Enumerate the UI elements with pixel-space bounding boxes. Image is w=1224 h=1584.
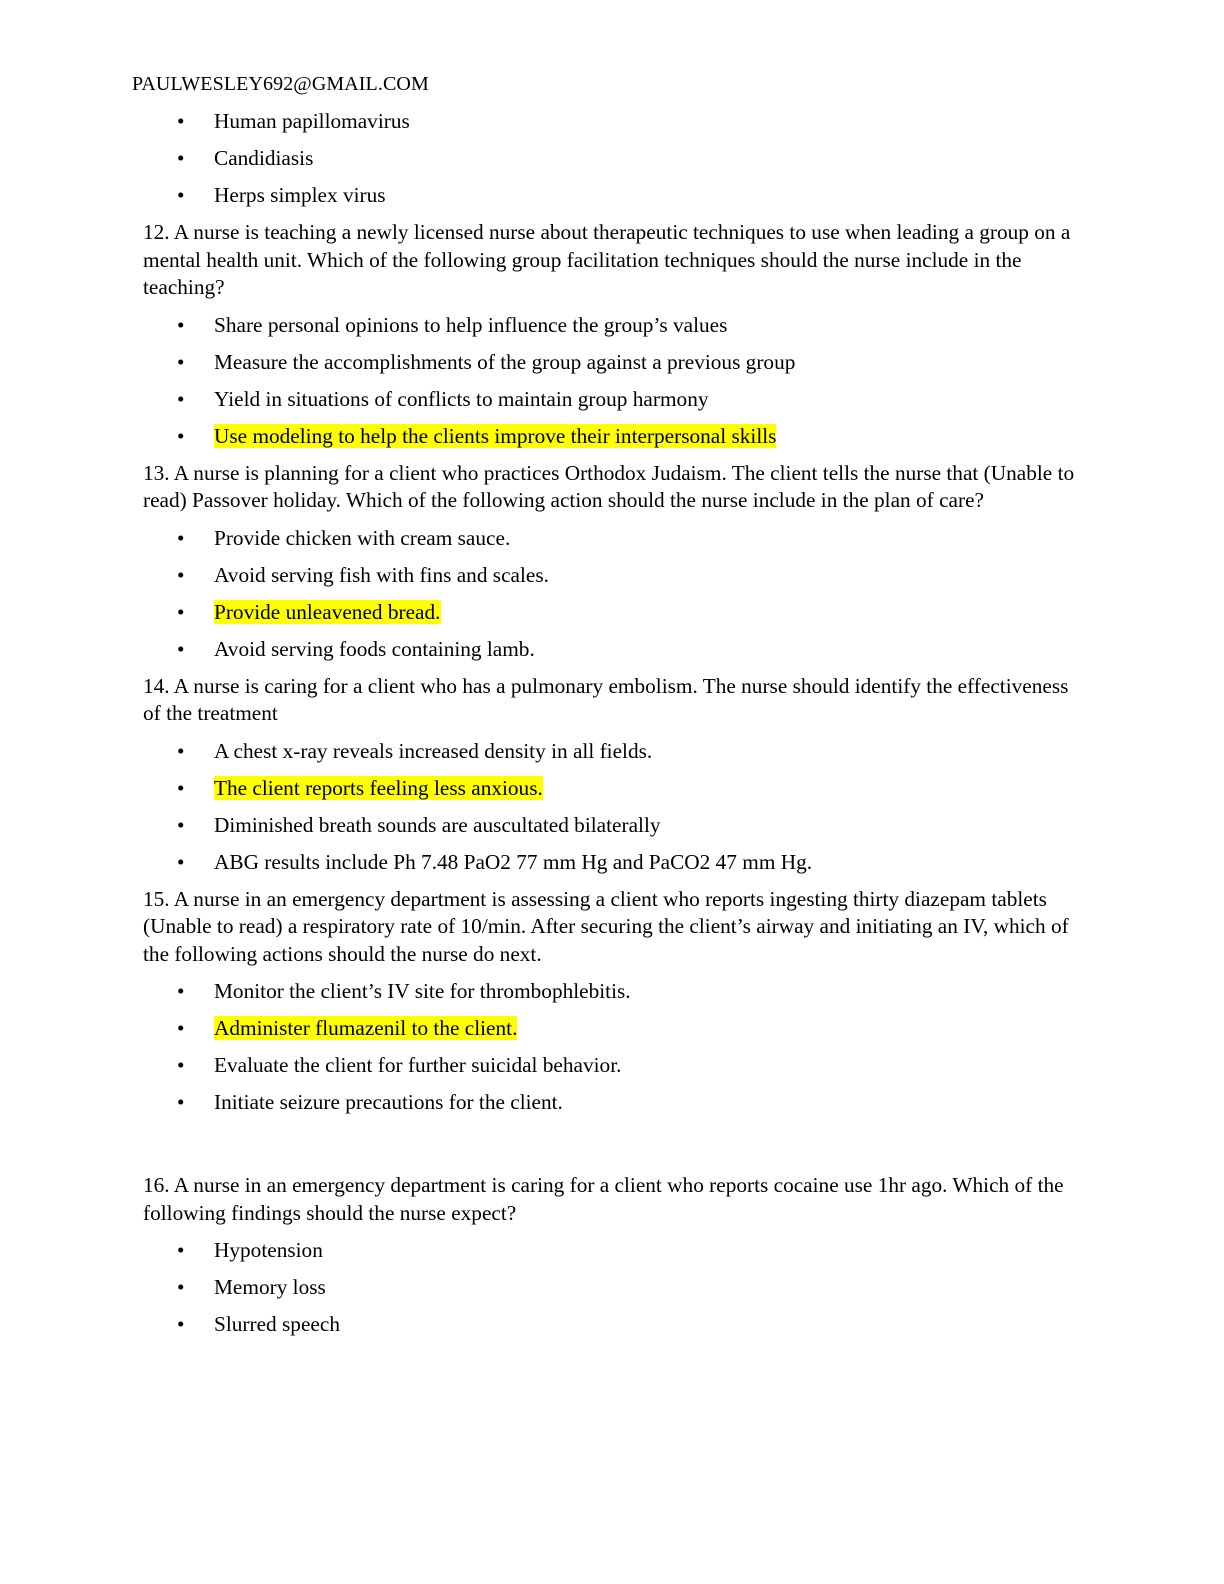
question-12-options	[143, 312, 1078, 451]
option	[143, 525, 1078, 553]
highlighted-answer: The client reports feeling less anxious.	[214, 775, 543, 800]
bullet-icon: •	[177, 636, 185, 661]
bullet-icon: •	[177, 183, 185, 207]
option-text: Share personal opinions to help influence the group’s values	[214, 312, 728, 337]
option-text: Human papillomavirus	[214, 109, 410, 133]
option	[143, 1052, 1078, 1080]
option	[143, 386, 1078, 414]
option-text: Initiate seizure precautions for the client.	[214, 1090, 563, 1114]
question-15: 15. A nurse in an emergency department is assessing a client who reports ingesting thirty diazepam tablets (Unable to read) a respiratory rate of 10/min. After securing the client’s airway and initiating an IV, which of the following actions should the nurse do next.	[143, 886, 1069, 966]
bullet-icon: •	[177, 738, 185, 763]
question-16: 16. A nurse in an emergency department is caring for a client who reports cocaine use 1hr ago. Which of the following findings should the nurse expect?	[143, 1173, 1064, 1225]
option	[143, 1311, 1078, 1339]
bullet-icon: •	[177, 423, 185, 448]
option	[143, 812, 1078, 840]
option-text: Avoid serving fish with fins and scales.	[214, 562, 549, 587]
highlighted-answer: Provide unleavened bread.	[214, 599, 441, 624]
highlighted-answer: Use modeling to help the clients improve their interpersonal skills	[214, 423, 777, 448]
header-email: PAULWESLEY692@GMAIL.COM	[132, 73, 429, 95]
bullet-icon: •	[177, 1312, 185, 1336]
option-text: Avoid serving foods containing lamb.	[214, 636, 535, 661]
question-16-options	[143, 1237, 1078, 1339]
paragraph-gap	[143, 1126, 1078, 1172]
highlighted-answer: Administer flumazenil to the client.	[214, 1016, 518, 1040]
option	[143, 1089, 1078, 1117]
bullet-icon: •	[177, 1275, 185, 1299]
option	[143, 849, 1078, 877]
option-text: Herps simplex virus	[214, 183, 386, 207]
option	[143, 599, 1078, 627]
question-13-options	[143, 525, 1078, 664]
option-text: Candidiasis	[214, 146, 314, 170]
carryover-options	[143, 108, 1078, 210]
bullet-icon: •	[177, 146, 185, 170]
option	[143, 636, 1078, 664]
option	[143, 775, 1078, 803]
option-text: Monitor the client’s IV site for thrombophlebitis.	[214, 979, 631, 1003]
question-15-options	[143, 978, 1078, 1117]
option-text: ABG results include Ph 7.48 PaO2 77 mm Hg and PaCO2 47 mm Hg.	[214, 849, 813, 874]
option	[143, 312, 1078, 340]
option	[143, 423, 1078, 451]
option-text: Hypotension	[214, 1238, 323, 1262]
bullet-icon: •	[177, 562, 185, 587]
option-text: A chest x-ray reveals increased density in all fields.	[214, 738, 653, 763]
bullet-icon: •	[177, 1238, 185, 1262]
option-text: Diminished breath sounds are auscultated bilaterally	[214, 812, 661, 837]
option-text: Provide chicken with cream sauce.	[214, 525, 511, 550]
bullet-icon: •	[177, 386, 185, 411]
bullet-icon: •	[177, 109, 185, 133]
option	[143, 1015, 1078, 1043]
bullet-icon: •	[177, 349, 185, 374]
option	[143, 108, 1078, 136]
bullet-icon: •	[177, 1053, 185, 1077]
option-text: Memory loss	[214, 1275, 326, 1299]
option	[143, 1274, 1078, 1302]
option-text: Slurred speech	[214, 1312, 340, 1336]
document-page	[132, 70, 1078, 1348]
bullet-icon: •	[177, 775, 185, 800]
question-14: 14. A nurse is caring for a client who has a pulmonary embolism. The nurse should identify the effectiveness of the treatment	[143, 673, 1069, 725]
option	[143, 349, 1078, 377]
option	[143, 182, 1078, 210]
bullet-icon: •	[177, 979, 185, 1003]
option-text: Yield in situations of conflicts to maintain group harmony	[214, 386, 709, 411]
bullet-icon: •	[177, 525, 185, 550]
option-text: Evaluate the client for further suicidal behavior.	[214, 1053, 622, 1077]
option	[143, 562, 1078, 590]
option-text: Measure the accomplishments of the group against a previous group	[214, 349, 796, 374]
bullet-icon: •	[177, 1016, 185, 1040]
bullet-icon: •	[177, 312, 185, 337]
question-13: 13. A nurse is planning for a client who practices Orthodox Judaism. The client tells the nurse that (Unable to read) Passover holiday. Which of the following action should the nurse include in the plan of care?	[143, 460, 1075, 512]
option	[143, 978, 1078, 1006]
option	[143, 145, 1078, 173]
bullet-icon: •	[177, 599, 185, 624]
bullet-icon: •	[177, 812, 185, 837]
question-14-options	[143, 738, 1078, 877]
bullet-icon: •	[177, 1090, 185, 1114]
option	[143, 738, 1078, 766]
option	[143, 1237, 1078, 1265]
question-12: 12. A nurse is teaching a newly licensed nurse about therapeutic techniques to use when leading a group on a mental health unit. Which of the following group facilitation techniques should the nurse include in the teaching?	[143, 220, 1071, 299]
bullet-icon: •	[177, 849, 185, 874]
